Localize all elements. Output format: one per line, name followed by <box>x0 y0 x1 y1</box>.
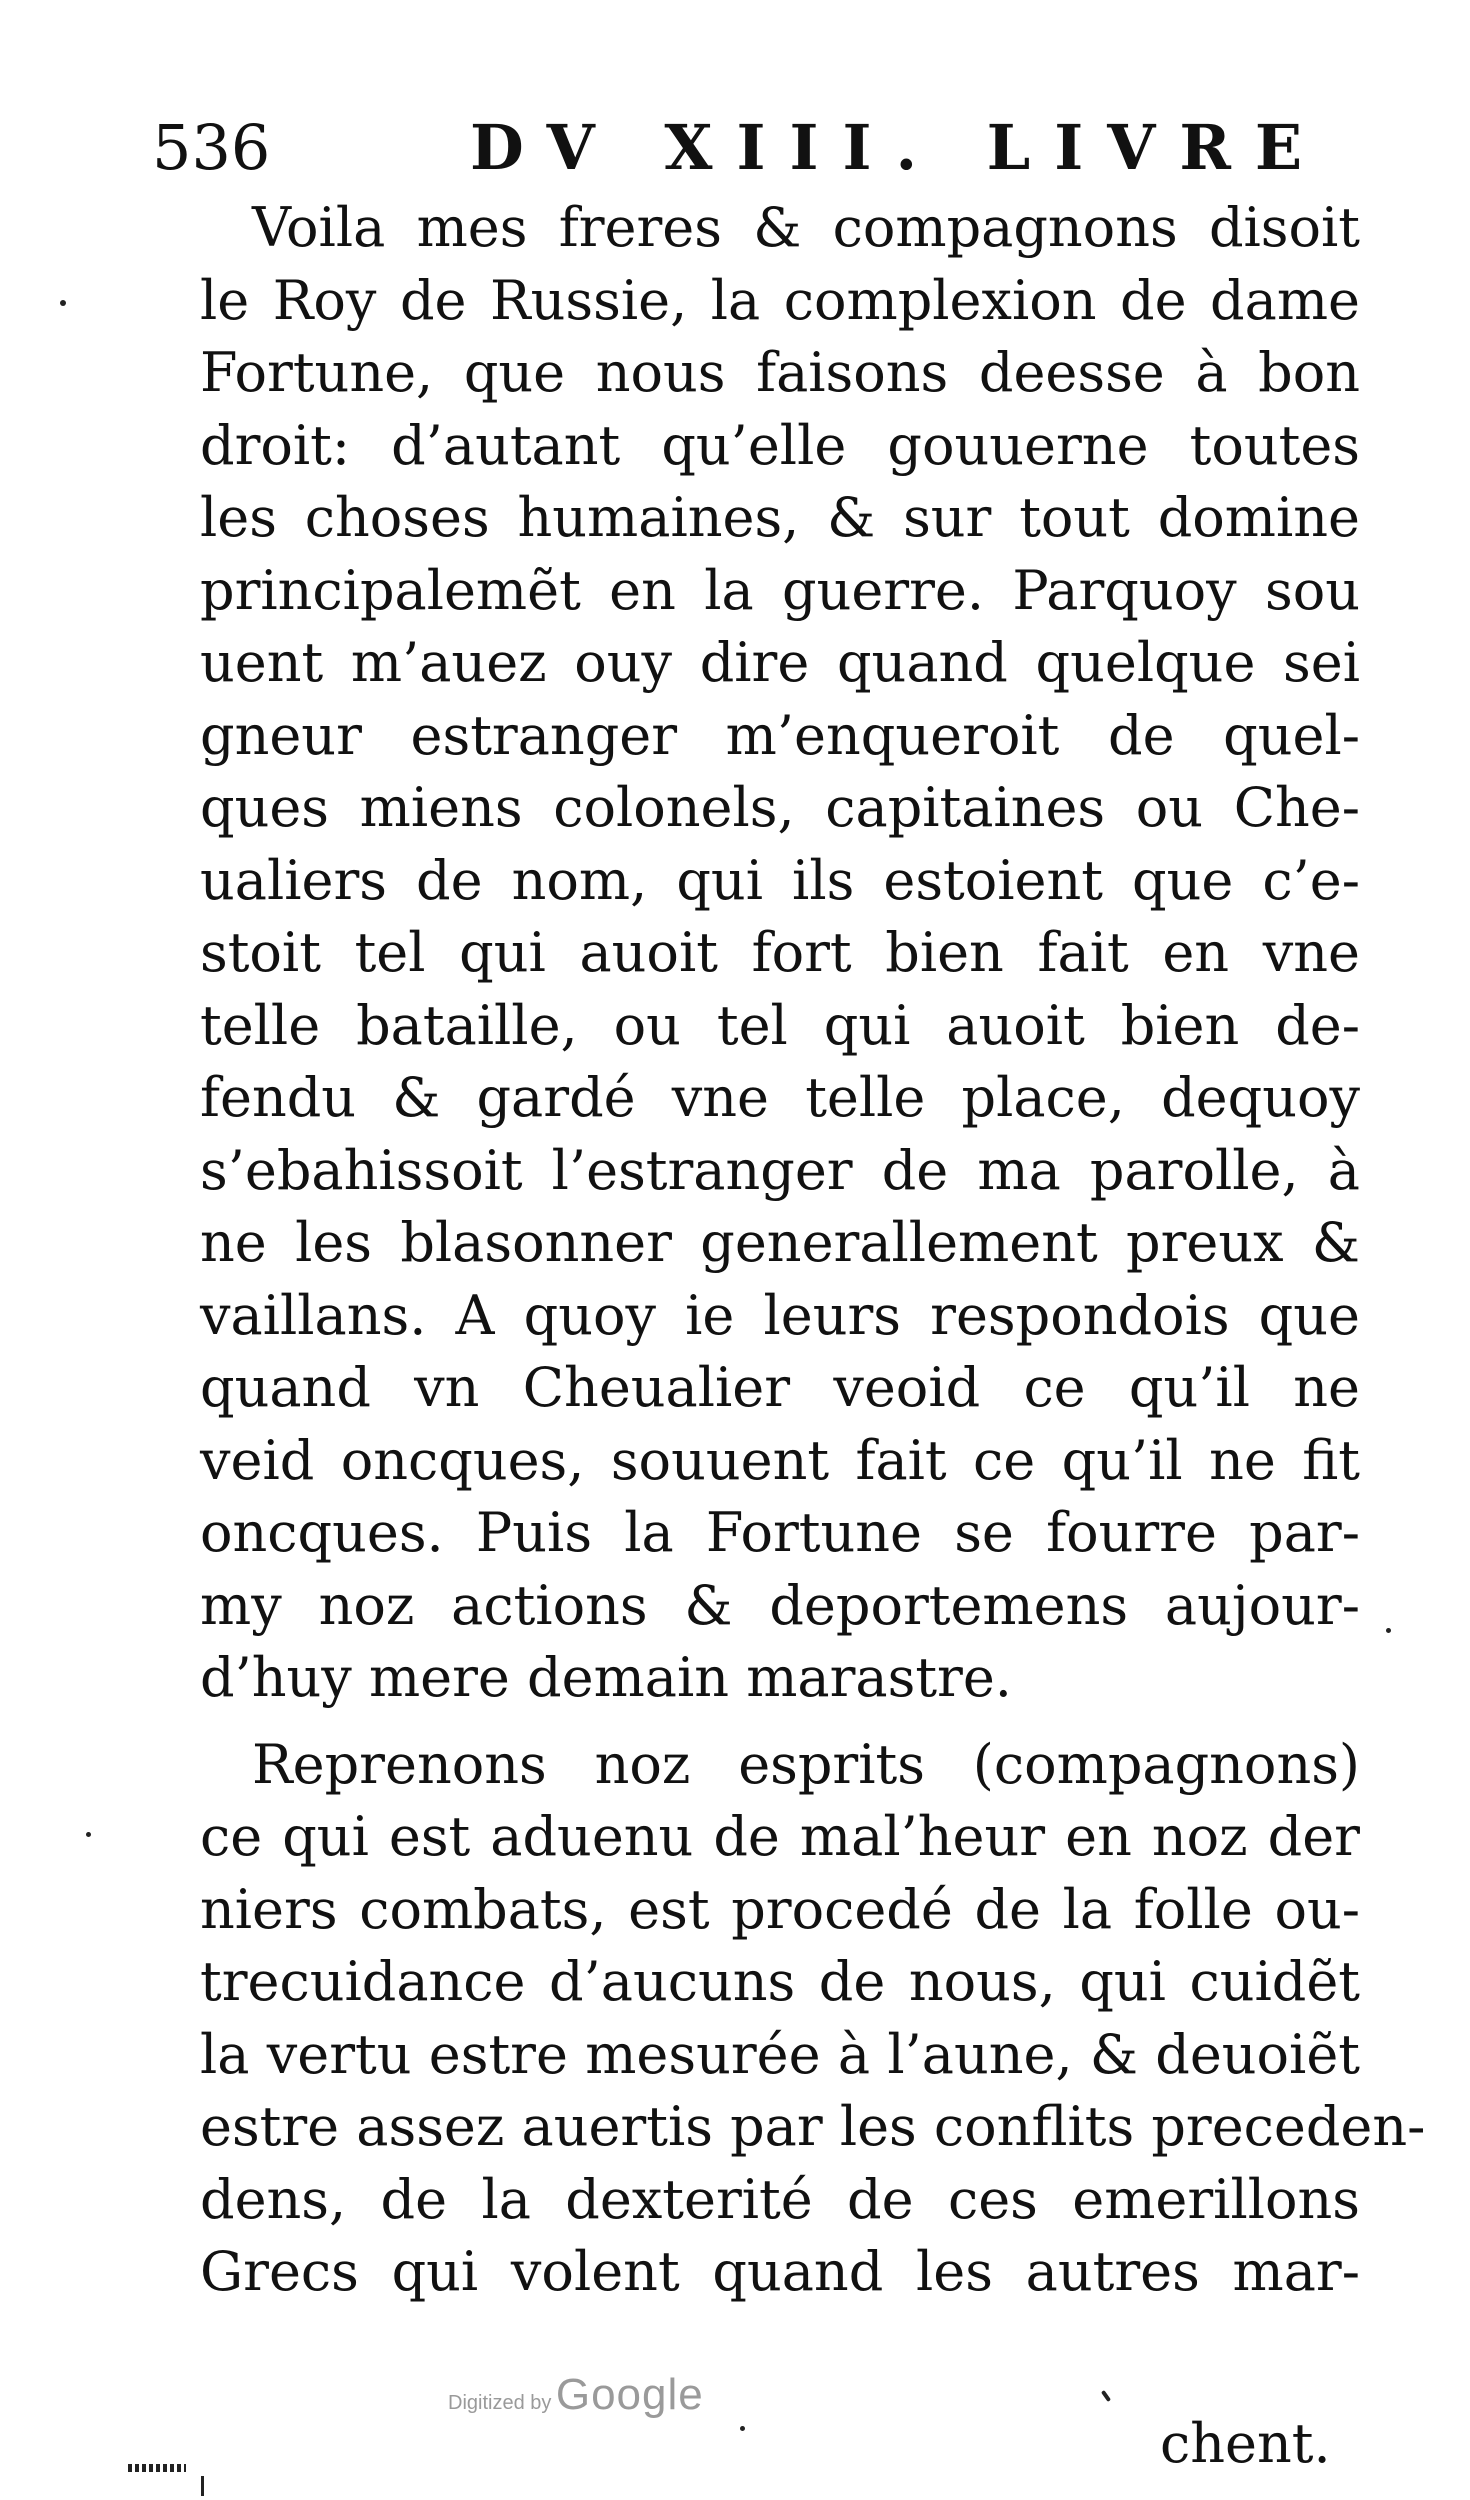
watermark-prefix: Digitized by <box>448 2392 552 2414</box>
text-line: droit: d’autant qu’elle gouuerne toutes <box>200 413 1360 477</box>
text-line: fendu & gardé vne telle place, dequoy <box>200 1066 1360 1129</box>
text-line: trecuidance d’aucuns de nous, qui cuidẽt <box>200 1950 1360 2013</box>
text-line: la vertu estre mesurée à l’aune, & deuoiẽt <box>200 2022 1360 2086</box>
running-head: DV XIII. LIVRE <box>470 111 1327 184</box>
text-line: gneur estranger m’enqueroit de quel- <box>200 703 1360 767</box>
text-line: ualiers de nom, qui ils estoient que c’e- <box>200 848 1360 912</box>
text-line: Voila mes freres & compagnons disoit <box>252 196 1360 259</box>
text-line: veid oncques, souuent fait ce qu’il ne fit <box>200 1428 1360 1492</box>
text-line: d’huy mere demain marastre. <box>200 1646 1012 1709</box>
ink-speck <box>86 1832 91 1837</box>
text-line: oncques. Puis la Fortune se fourre par- <box>200 1501 1360 1564</box>
text-line: ce qui est aduenu de mal’heur en noz der <box>200 1805 1360 1868</box>
text-line: le Roy de Russie, la complexion de dame <box>200 268 1360 332</box>
ink-speck <box>1386 1628 1391 1633</box>
text-line: vaillans. A quoy ie leurs respondois que <box>200 1283 1360 1347</box>
tailpiece-ornament <box>128 2464 186 2472</box>
text-line: ques miens colonels, capitaines ou Che- <box>200 776 1360 839</box>
text-line: Reprenons noz esprits (compagnons) <box>252 1732 1360 1796</box>
catchword: chent. <box>1160 2412 1331 2475</box>
watermark-brand: Google <box>555 2370 704 2419</box>
text-line: my noz actions & deportemens aujour- <box>200 1573 1360 1637</box>
text-line: quand vn Cheualier veoid ce qu’il ne <box>200 1356 1360 1419</box>
paragraph-gap <box>200 1715 1360 1729</box>
text-line: telle bataille, ou tel qui auoit bien de- <box>200 993 1360 1057</box>
paragraph-1 <box>200 192 1360 1715</box>
text-line: niers combats, est procedé de la folle ou- <box>200 1877 1360 1941</box>
ink-speck <box>740 2426 745 2431</box>
margin-mark <box>201 2476 204 2496</box>
text-line: ne les blasonner generallement preux & <box>200 1211 1360 1274</box>
text-line: stoit tel qui auoit fort bien fait en vne <box>200 921 1360 984</box>
ink-speck <box>60 300 66 306</box>
text-line: estre assez auertis par les conflits preceden- <box>200 2095 1426 2158</box>
paragraph-2 <box>200 1729 1426 2309</box>
digitization-watermark <box>448 2370 704 2420</box>
text-line: Grecs qui volent quand les autres mar- <box>200 2240 1360 2303</box>
text-line: Fortune, que nous faisons deesse à bon <box>200 341 1360 404</box>
body-text <box>200 192 1426 2309</box>
text-line: s’ebahissoit l’estranger de ma parolle, à <box>200 1138 1360 1202</box>
text-line: les choses humaines, & sur tout domine <box>200 486 1360 549</box>
ink-speck <box>1101 2390 1111 2402</box>
text-line: uent m’auez ouy dire quand quelque sei <box>200 631 1360 694</box>
text-line: dens, de la dexterité de ces emerillons <box>200 2167 1360 2231</box>
page-header <box>152 108 1352 188</box>
text-line: principalemẽt en la guerre. Parquoy sou <box>200 558 1360 622</box>
page-number: 536 <box>152 111 271 184</box>
